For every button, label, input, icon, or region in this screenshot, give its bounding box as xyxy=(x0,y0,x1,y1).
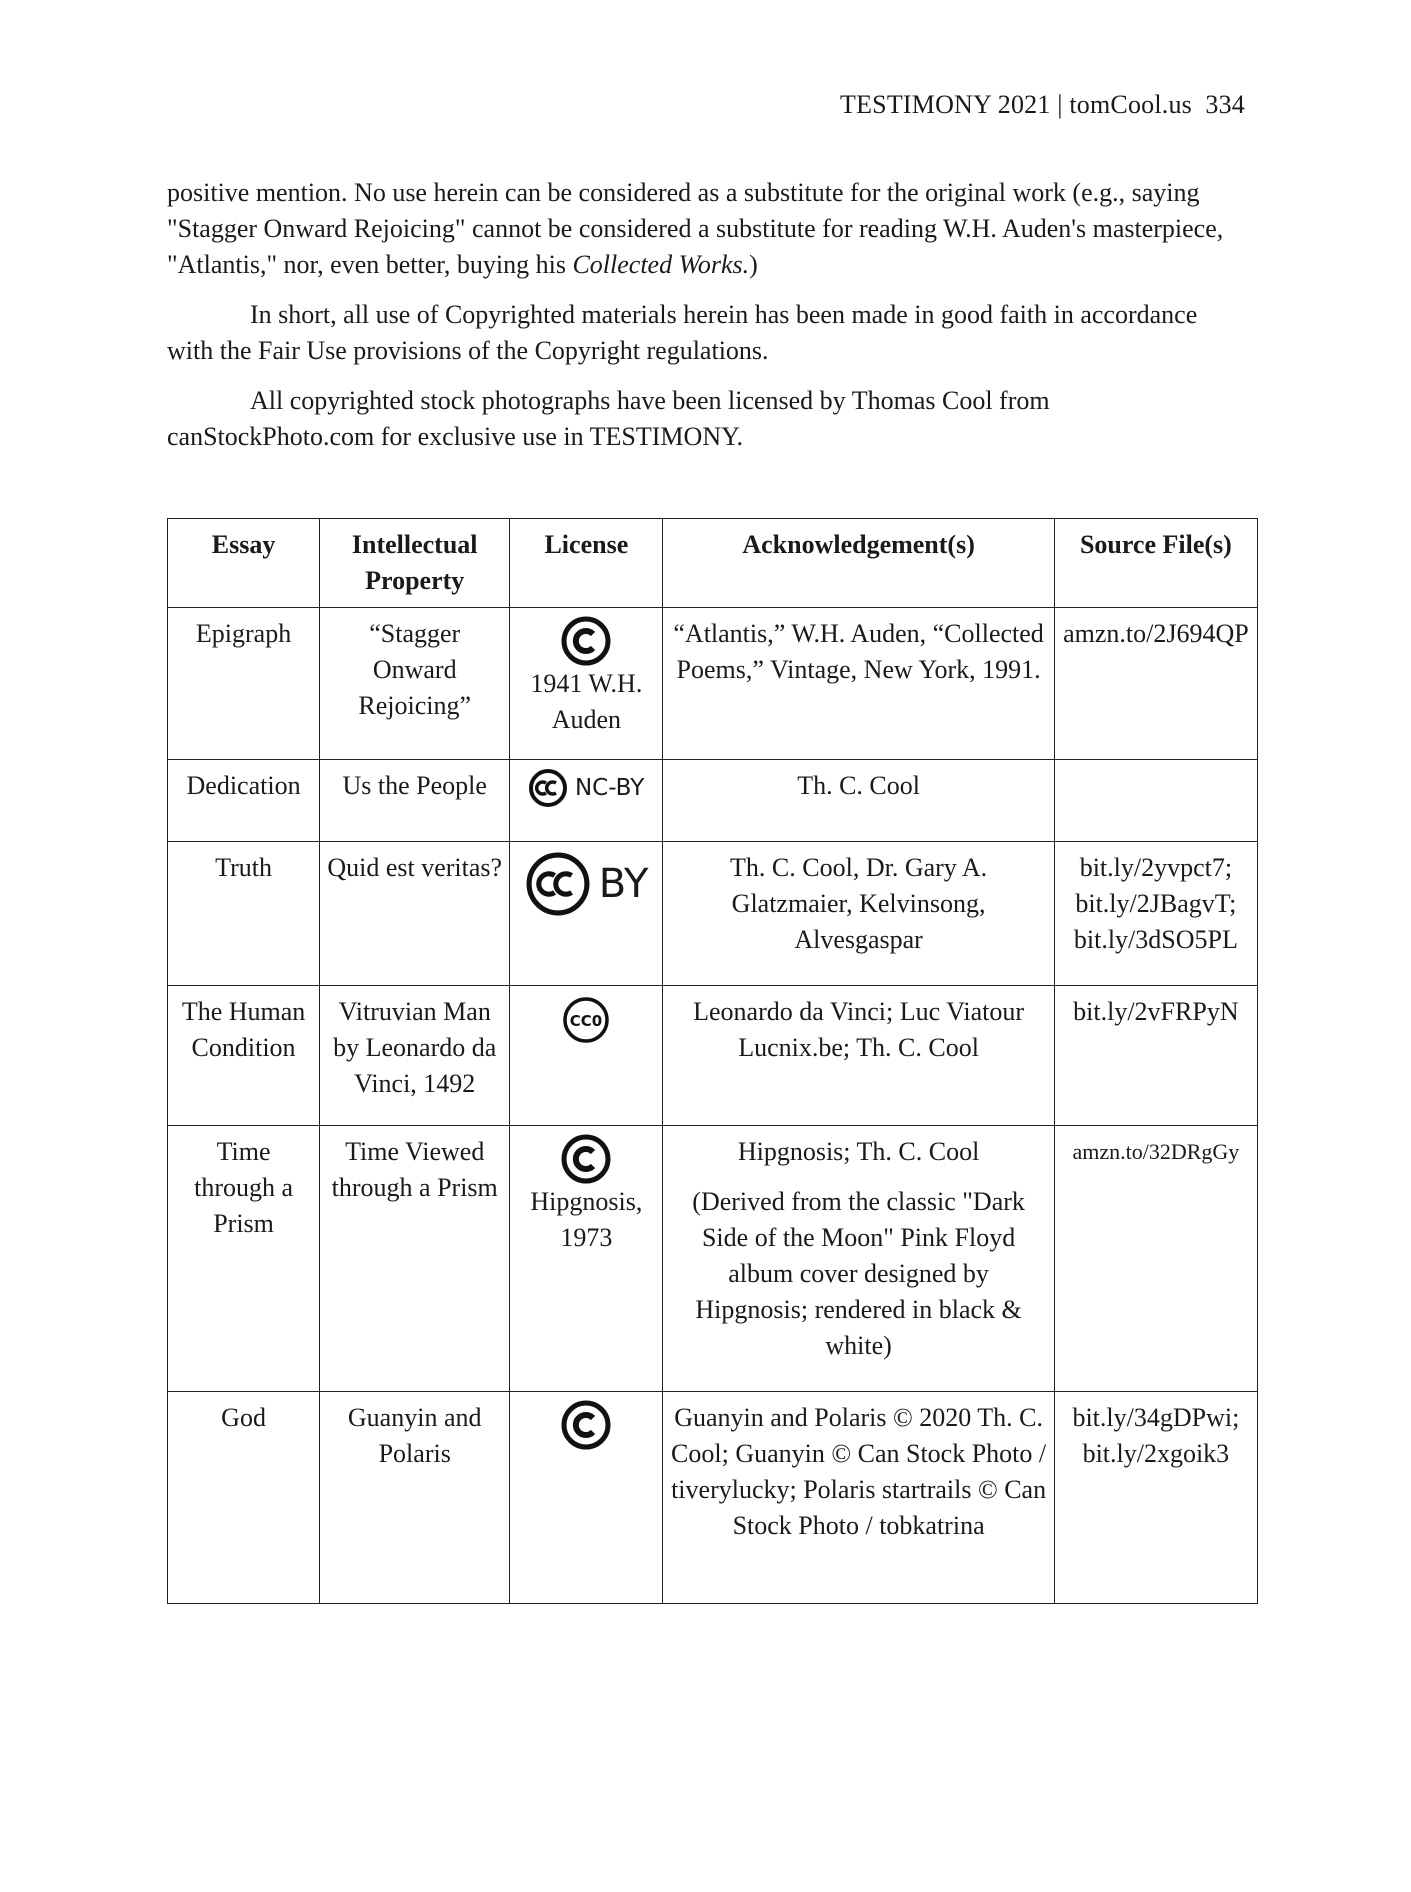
cell-essay: The Human Condition xyxy=(168,986,320,1126)
book-title: Collected Works. xyxy=(572,250,750,279)
cell-acknowledgement xyxy=(663,1126,1054,1392)
cell-ip: “Stagger Onward Rejoicing” xyxy=(320,608,510,760)
license-label: NC-BY xyxy=(574,775,645,802)
cell-source xyxy=(1054,760,1257,842)
cell-essay: God xyxy=(168,1392,320,1604)
table-row xyxy=(168,1126,1258,1392)
table-row xyxy=(168,608,1258,760)
cell-acknowledgement: “Atlantis,” W.H. Auden, “Collected Poems,” Vintage, New York, 1991. xyxy=(663,608,1054,760)
header-intellectual-property: Intellectual Property xyxy=(320,519,510,608)
license-label: BY xyxy=(598,861,649,907)
cell-essay: Truth xyxy=(168,842,320,986)
table-row xyxy=(168,1392,1258,1604)
license-text: Hipgnosis, 1973 xyxy=(530,1187,643,1252)
body-text xyxy=(167,175,1247,469)
license-table xyxy=(167,518,1258,1604)
cell-license xyxy=(510,842,663,986)
cell-acknowledgement: Guanyin and Polaris © 2020 Th. C. Cool; Guanyin © Can Stock Photo / tiverylucky; Polaris startrails © Can Stock Photo / tobkatrina xyxy=(663,1392,1054,1604)
copyright-icon xyxy=(561,1134,611,1184)
header-license: License xyxy=(510,519,663,608)
paragraph-text: positive mention. No use herein can be considered as a substitute for the original work (e.g., saying "Stagger Onward Rejoicing" cannot be considered a substitute for reading W.H. Auden's masterpiece, "Atlantis," nor, even better, buying his xyxy=(167,178,1224,279)
paragraph-stock-photos: All copyrighted stock photographs have been licensed by Thomas Cool from canStockPhoto.com for exclusive use in TESTIMONY. xyxy=(167,386,1050,451)
cc-by-icon xyxy=(524,850,592,918)
cell-ip: Us the People xyxy=(320,760,510,842)
header-essay: Essay xyxy=(168,519,320,608)
cell-source: amzn.to/2J694QP xyxy=(1054,608,1257,760)
paragraph-fair-use xyxy=(167,175,1247,283)
cell-essay: Dedication xyxy=(168,760,320,842)
cell-acknowledgement: Th. C. Cool xyxy=(663,760,1054,842)
table-row xyxy=(168,842,1258,986)
cell-license xyxy=(510,986,663,1126)
header-title: TESTIMONY 2021 | tomCool.us xyxy=(840,90,1192,119)
cell-license xyxy=(510,1126,663,1392)
cell-source: bit.ly/2yvpct7; bit.ly/2JBagvT; bit.ly/3dSO5PL xyxy=(1054,842,1257,986)
cell-ip: Quid est veritas? xyxy=(320,842,510,986)
cell-source: bit.ly/2vFRPyN xyxy=(1054,986,1257,1126)
acknowledgement-note: (Derived from the classic "Dark Side of the Moon" Pink Floyd album cover designed by Hipgnosis; rendered in black & white) xyxy=(692,1187,1025,1360)
copyright-icon xyxy=(561,616,611,666)
cell-license xyxy=(510,760,663,842)
cell-ip: Vitruvian Man by Leonardo da Vinci, 1492 xyxy=(320,986,510,1126)
cc0-label: CC0 xyxy=(570,1012,603,1030)
cell-ip: Guanyin and Polaris xyxy=(320,1392,510,1604)
copyright-icon xyxy=(561,1400,611,1450)
cell-ip: Time Viewed through a Prism xyxy=(320,1126,510,1392)
cc-nc-by-icon xyxy=(528,768,568,808)
cell-essay: Time through a Prism xyxy=(168,1126,320,1392)
header-source-files: Source File(s) xyxy=(1054,519,1257,608)
cell-acknowledgement: Th. C. Cool, Dr. Gary A. Glatzmaier, Kelvinsong, Alvesgaspar xyxy=(663,842,1054,986)
cell-essay: Epigraph xyxy=(168,608,320,760)
header-acknowledgements: Acknowledgement(s) xyxy=(663,519,1054,608)
table-row xyxy=(168,760,1258,842)
cc0-icon xyxy=(562,994,610,1046)
cell-source: amzn.to/32DRgGy xyxy=(1054,1126,1257,1392)
table-header-row xyxy=(168,519,1258,608)
page-number: 334 xyxy=(1205,90,1245,119)
acknowledgement-line: Hipgnosis; Th. C. Cool xyxy=(737,1137,980,1166)
paragraph-good-faith: In short, all use of Copyrighted materials herein has been made in good faith in accordance with the Fair Use provisions of the Copyright regulations. xyxy=(167,300,1198,365)
paragraph-text-end: ) xyxy=(749,250,758,279)
cell-license xyxy=(510,608,663,760)
table-row xyxy=(168,986,1258,1126)
page-header xyxy=(840,90,1245,120)
license-text: 1941 W.H. Auden xyxy=(530,669,643,734)
cell-license xyxy=(510,1392,663,1604)
cell-source: bit.ly/34gDPwi; bit.ly/2xgoik3 xyxy=(1054,1392,1257,1604)
cell-acknowledgement: Leonardo da Vinci; Luc Viatour Lucnix.be; Th. C. Cool xyxy=(663,986,1054,1126)
